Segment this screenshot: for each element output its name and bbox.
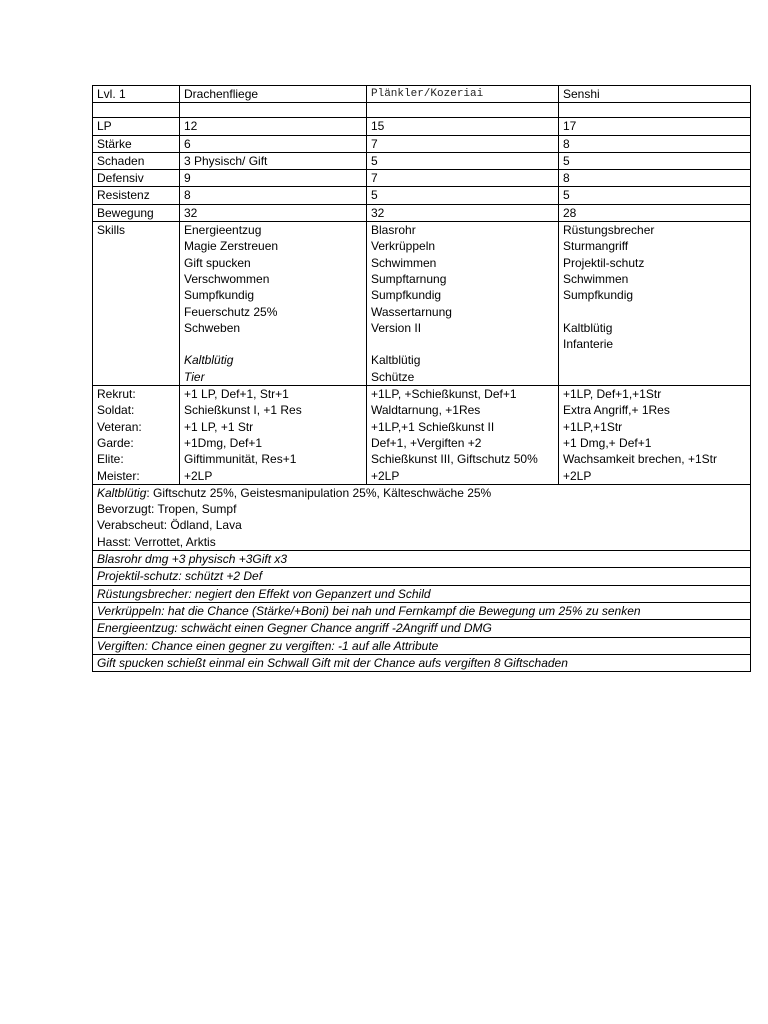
rank-bonus: +2LP: [371, 468, 400, 483]
stat-value: 32: [180, 204, 367, 221]
skill-item: Verkrüppeln: [371, 239, 436, 254]
note-row: [93, 551, 751, 568]
skill-item: [563, 304, 746, 320]
stat-value: 8: [559, 170, 751, 187]
stat-row: [93, 187, 751, 204]
skill-item: Wassertarnung: [371, 304, 452, 319]
rank-label: Veteran:: [97, 419, 142, 434]
stat-label: Stärke: [93, 135, 180, 152]
stat-row: [93, 135, 751, 152]
skill-item: Gift spucken: [184, 255, 251, 270]
note-row: [93, 620, 751, 637]
skill-note: Rüstungsbrecher: negiert den Effekt von Gepanzert und Schild: [93, 585, 751, 602]
skill-item: Kaltblütig: [563, 320, 613, 335]
unit-name-senshi: Senshi: [559, 86, 751, 103]
unit-stats-table: [92, 85, 751, 672]
skill-item: Schütze: [371, 369, 415, 384]
skill-item: [371, 336, 554, 352]
ranks-drachenfliege: [180, 386, 367, 485]
unit-name-plaenkler: Plänkler/Kozeriai: [367, 86, 559, 103]
rank-label: Meister:: [97, 468, 140, 483]
stat-row: [93, 204, 751, 221]
skill-item: [563, 369, 746, 385]
rank-label: Rekrut:: [97, 387, 136, 402]
skill-item: Kaltblütig: [184, 353, 234, 368]
stat-row: [93, 118, 751, 135]
skill-item: Energieentzug: [184, 223, 262, 238]
rank-label: Soldat:: [97, 403, 135, 418]
skill-item: Blasrohr: [371, 223, 416, 238]
rank-label: Garde:: [97, 435, 134, 450]
stat-value: 6: [180, 135, 367, 152]
skill-item: Tier: [184, 369, 205, 384]
skill-item: Sumpfkundig: [371, 288, 442, 303]
rank-bonus: +1LP,+1 Schießkunst II: [371, 419, 495, 434]
rank-bonus: Extra Angriff,+ 1Res: [563, 403, 670, 418]
skill-item: Schwimmen: [371, 255, 437, 270]
rank-bonus: +1LP, Def+1,+1Str: [563, 387, 662, 402]
note-row: [93, 585, 751, 602]
note-row: [93, 654, 751, 671]
rank-bonus: Giftimmunität, Res+1: [184, 452, 297, 467]
stat-label: Bewegung: [93, 204, 180, 221]
skill-item: Infanterie: [563, 337, 614, 352]
rank-label: Elite:: [97, 452, 124, 467]
skill-item: [563, 352, 746, 368]
stat-value: 5: [367, 152, 559, 169]
skill-item: Projektil-schutz: [563, 255, 645, 270]
stat-value: 5: [367, 187, 559, 204]
rank-bonus: +1LP,+1Str: [563, 419, 623, 434]
skill-note: Gift spucken schießt einmal ein Schwall Gift mit der Chance aufs vergiften 8 Giftschaden: [93, 654, 751, 671]
skill-item: [184, 336, 362, 352]
skill-note: Projektil-schutz: schützt +2 Def: [93, 568, 751, 585]
skills-label: Skills: [93, 222, 180, 386]
skill-item: Version II: [371, 320, 422, 335]
rank-labels: [93, 386, 180, 485]
skills-drachenfliege: [180, 222, 367, 386]
skill-item: Magie Zerstreuen: [184, 239, 279, 254]
note-rows: [93, 551, 751, 672]
skill-item: Feuerschutz 25%: [184, 304, 278, 319]
kaltbluetig-term: Kaltblütig: [97, 485, 147, 500]
stat-row: [93, 170, 751, 187]
skill-item: Sumpftarnung: [371, 271, 447, 286]
skill-item: Sturmangriff: [563, 239, 629, 254]
stat-value: 12: [180, 118, 367, 135]
verabscheut-line: Verabscheut: Ödland, Lava: [97, 518, 242, 533]
level-cell: Lvl. 1: [93, 86, 180, 103]
stat-value: 9: [180, 170, 367, 187]
stat-row: [93, 152, 751, 169]
stat-value: 5: [559, 152, 751, 169]
rank-bonus: +1 Dmg,+ Def+1: [563, 435, 652, 450]
stat-value: 8: [559, 135, 751, 152]
stat-label: Schaden: [93, 152, 180, 169]
skills-plaenkler: [367, 222, 559, 386]
header-row: [93, 86, 751, 103]
traits-row: [93, 484, 751, 550]
stat-rows: [93, 118, 751, 222]
rank-bonus: +2LP: [184, 468, 213, 483]
skill-item: Schwimmen: [563, 271, 629, 286]
ranks-plaenkler: [367, 386, 559, 485]
note-row: [93, 568, 751, 585]
rank-bonus: +1LP, +Schießkunst, Def+1: [371, 387, 517, 402]
rank-bonus: Schießkunst III, Giftschutz 50%: [371, 452, 538, 467]
stat-value: 32: [367, 204, 559, 221]
stat-value: 17: [559, 118, 751, 135]
skill-note: Blasrohr dmg +3 physisch +3Gift x3: [93, 551, 751, 568]
note-row: [93, 602, 751, 619]
skill-note: Verkrüppeln: hat die Chance (Stärke/+Boni) bei nah und Fernkampf die Bewegung um 25% zu senken: [93, 602, 751, 619]
stat-value: 15: [367, 118, 559, 135]
rank-bonus: Def+1, +Vergiften +2: [371, 435, 482, 450]
bevorzugt-line: Bevorzugt: Tropen, Sumpf: [97, 502, 237, 517]
spacer-row: [93, 103, 751, 118]
stat-value: 8: [180, 187, 367, 204]
stat-label: LP: [93, 118, 180, 135]
stat-value: 28: [559, 204, 751, 221]
rank-bonus: Wachsamkeit brechen, +1Str: [563, 452, 717, 467]
stat-label: Resistenz: [93, 187, 180, 204]
rank-bonus: +1 LP, +1 Str: [184, 419, 254, 434]
rank-bonus: Schießkunst I, +1 Res: [184, 403, 302, 418]
unit-name-drachenfliege: Drachenfliege: [180, 86, 367, 103]
skill-item: Schweben: [184, 320, 241, 335]
skill-item: Sumpfkundig: [184, 288, 255, 303]
rank-bonus: +1Dmg, Def+1: [184, 435, 263, 450]
skills-senshi: [559, 222, 751, 386]
rank-bonus: Waldtarnung, +1Res: [371, 403, 481, 418]
skill-item: Verschwommen: [184, 271, 270, 286]
hasst-line: Hasst: Verrottet, Arktis: [97, 534, 216, 549]
kaltbluetig-line: [97, 485, 746, 501]
skills-row: [93, 222, 751, 386]
skill-item: Sumpfkundig: [563, 288, 634, 303]
ranks-row: [93, 386, 751, 485]
skill-note: Vergiften: Chance einen gegner zu vergiften: -1 auf alle Attribute: [93, 637, 751, 654]
note-row: [93, 637, 751, 654]
skill-note: Energieentzug: schwächt einen Gegner Chance angriff -2Angriff und DMG: [93, 620, 751, 637]
stat-value: 7: [367, 135, 559, 152]
stat-value: 3 Physisch/ Gift: [180, 152, 367, 169]
skill-item: Rüstungsbrecher: [563, 223, 655, 238]
rank-bonus: +1 LP, Def+1, Str+1: [184, 387, 289, 402]
rank-bonus: +2LP: [563, 468, 592, 483]
stat-value: 5: [559, 187, 751, 204]
kaltbluetig-text: : Giftschutz 25%, Geistesmanipulation 25%, Kälteschwäche 25%: [146, 485, 492, 500]
stat-value: 7: [367, 170, 559, 187]
stat-label: Defensiv: [93, 170, 180, 187]
skill-item: Kaltblütig: [371, 353, 421, 368]
traits-cell: [93, 484, 751, 550]
ranks-senshi: [559, 386, 751, 485]
